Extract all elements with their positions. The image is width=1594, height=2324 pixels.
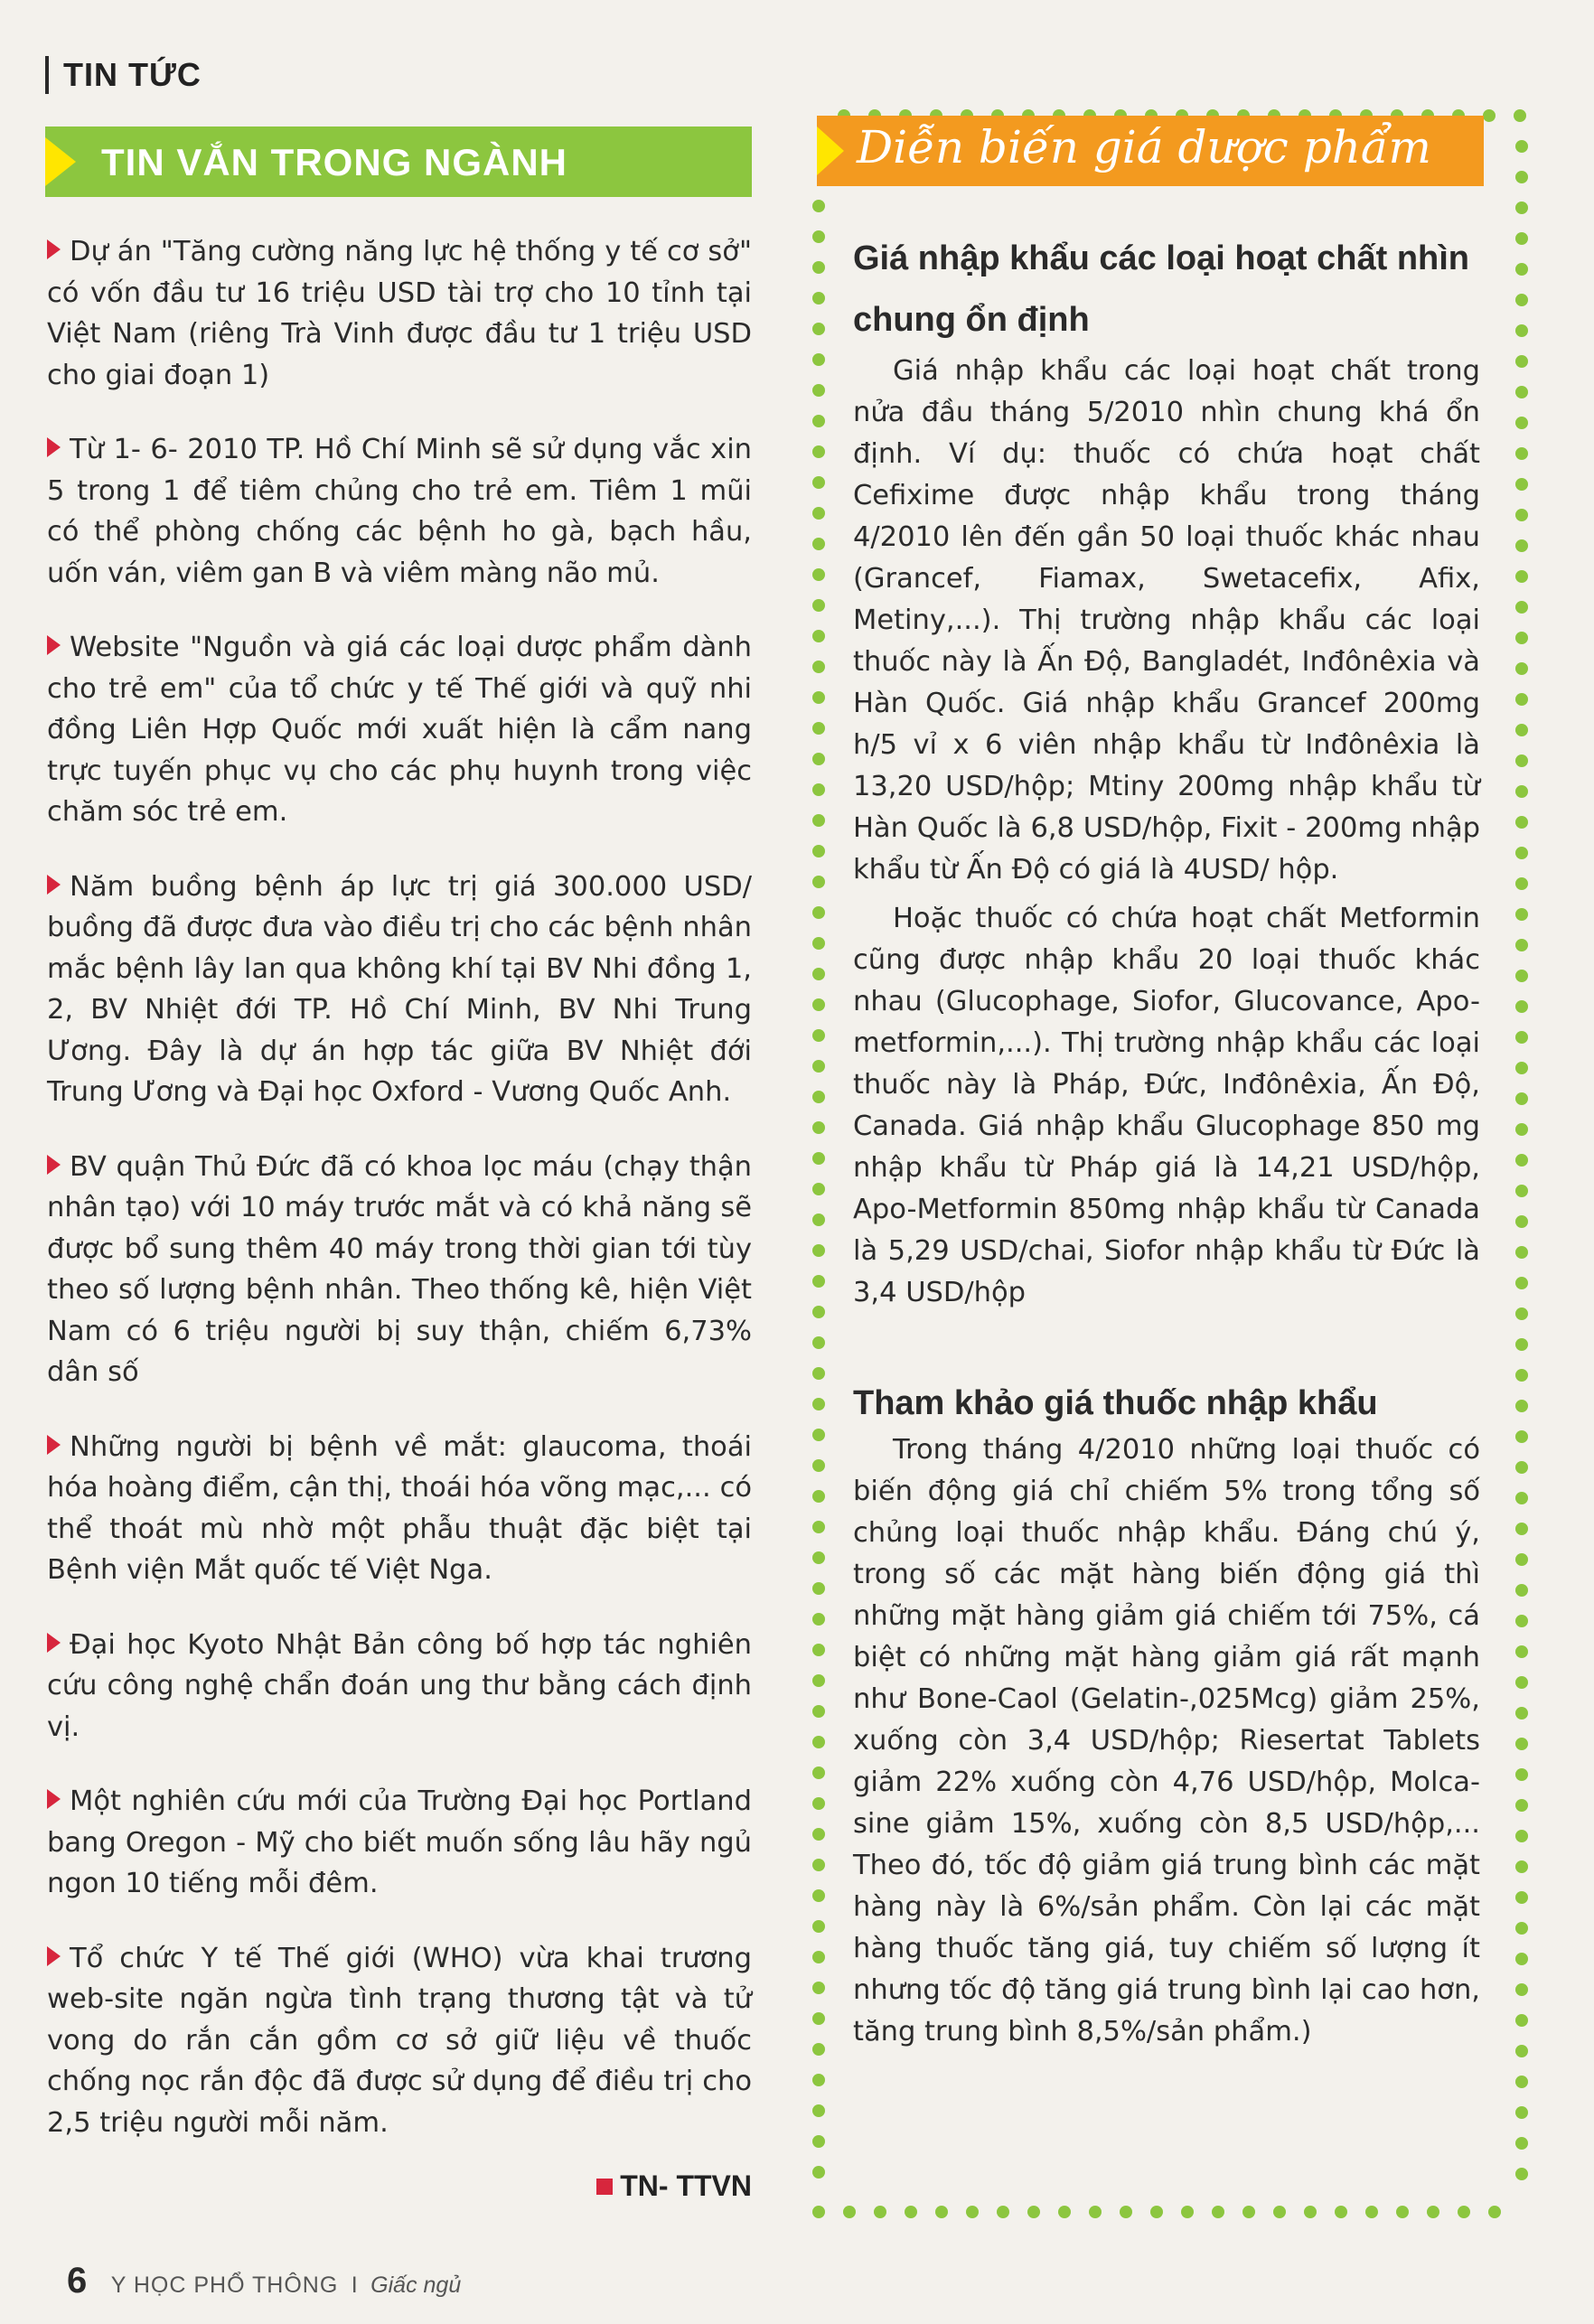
border-dot — [1515, 1307, 1528, 1320]
border-dot — [812, 1828, 825, 1841]
news-item-text: Dự án "Tăng cường năng lực hệ thống y tế cơ sở" có vốn đầu tư 16 triệu USD tài trợ cho 10 tỉnh tại Việt Nam (riêng Trà Vinh được đầu tư 1 triệu USD cho giai đoạn 1) — [47, 236, 752, 391]
page-number: 6 — [67, 2261, 88, 2301]
border-dot — [1515, 1830, 1528, 1842]
border-dot — [1515, 662, 1528, 675]
news-item-text: Những người bị bệnh về mắt: glaucoma, thoái hóa hoàng điểm, cận thị, thoái hóa võng mạc,... có thể thoát mù nhờ một phẫu thuật đặc biệt tại Bệnh viện Mắt quốc tế Việt Nga. — [47, 1430, 752, 1586]
border-dot — [812, 1244, 825, 1257]
bullet-arrow-icon — [47, 1155, 61, 1175]
border-dot — [1058, 2206, 1071, 2218]
border-dot — [812, 1859, 825, 1871]
border-dot — [812, 1121, 825, 1134]
border-dot — [812, 1336, 825, 1349]
border-dot — [1458, 2206, 1470, 2218]
news-item — [47, 429, 752, 594]
news-item — [47, 1427, 752, 1591]
border-dot — [812, 845, 825, 857]
border-dot — [812, 661, 825, 673]
border-dot — [1515, 417, 1528, 429]
border-dot — [1212, 2206, 1224, 2218]
border-dot — [1515, 1523, 1528, 1535]
border-dot — [1515, 232, 1528, 245]
border-dot — [1515, 1707, 1528, 1720]
article1-heading: Giá nhập khẩu các loại hoạt chất nhìn chung ổn định — [853, 239, 1470, 339]
border-dot — [812, 200, 825, 212]
border-dot — [1515, 908, 1528, 921]
border-dot — [1515, 140, 1528, 153]
border-dot — [1515, 201, 1528, 214]
border-dot — [935, 2206, 948, 2218]
news-item-text: Đại học Kyoto Nhật Bản công bố hợp tác nghiên cứu công nghệ chẩn đoán ung thư bằng cách định vị. — [47, 1628, 752, 1743]
border-dot — [1515, 1799, 1528, 1812]
border-dot — [1515, 1922, 1528, 1935]
bullet-arrow-icon — [47, 239, 61, 259]
border-dot — [1242, 2206, 1255, 2218]
bullet-arrow-icon — [47, 1435, 61, 1455]
border-dot — [966, 2206, 979, 2218]
border-dot — [812, 2074, 825, 2086]
border-dot — [812, 1613, 825, 1626]
border-dot — [1514, 109, 1526, 122]
border-dot — [1150, 2206, 1163, 2218]
border-dot — [1181, 2206, 1194, 2218]
border-dot — [1515, 1154, 1528, 1167]
border-dot — [812, 906, 825, 919]
border-dot — [812, 1705, 825, 1718]
border-dot — [1515, 754, 1528, 767]
news-item — [47, 1781, 752, 1905]
news-item — [47, 867, 752, 1113]
right-section-banner — [817, 116, 1484, 186]
border-dot — [812, 2206, 825, 2218]
border-dot — [812, 876, 825, 888]
border-dot — [1515, 2137, 1528, 2150]
banner-arrow-icon — [817, 127, 844, 175]
border-dot — [1515, 1983, 1528, 1996]
border-dot — [812, 1582, 825, 1595]
news-item — [47, 1147, 752, 1393]
border-dot — [1515, 478, 1528, 491]
article1-paragraph: Hoặc thuốc có chứa hoạt chất Metformin cũng được nhập khẩu 20 loại thuốc khác nhau (Glucophage, Siofor, Glucovance, Apo-metformin,...). Thị trường nhập khẩu các loại thuốc này là Pháp, Đức, Inđônêxia, Ấn Độ, Canada. Giá nhập khẩu Glucophage 850 mg nhập khẩu từ Pháp giá là 14,21 USD/hộp, Apo-Metformin 850mg nhập khẩu từ Canada là 5,29 USD/chai, Siofor nhập khẩu từ Đức là 3,4 USD/hộp — [853, 903, 1480, 1308]
border-dot — [1488, 2206, 1501, 2218]
footer-separator: I — [351, 2272, 358, 2298]
border-dot — [1515, 1400, 1528, 1412]
bullet-arrow-icon — [47, 875, 61, 895]
border-dot — [1515, 1553, 1528, 1566]
border-dot — [1515, 785, 1528, 798]
border-dot — [812, 1920, 825, 1933]
border-dot — [1515, 1615, 1528, 1627]
article2-paragraph: Trong tháng 4/2010 những loại thuốc có biến động giá chỉ chiếm 5% trong tổng số chủng loại thuốc nhập khẩu. Đáng chú ý, trong số các mặt hàng biến động giá thì những mặt hàng giảm giá chiếm tới 75%, cá biệt có những mặt hàng giảm giá rất mạnh như Bone-Caol (Gelatin-,025Mcg) giảm 25%, xuống còn 3,4 USD/hộp; Riesertat Tablets giảm 22% xuống còn 4,76 USD/hộp, Molca-sine giảm 15%, xuống còn 8,5 USD/hộp,... Theo đó, tốc độ giảm giá trung bình các mặt hàng này là 6%/sản phẩm. Còn lại các mặt hàng thuốc tăng giá, tuy chiếm số lượng ít nhưng tốc độ tăng giá trung bình lại cao hơn, tăng trung bình 8,5%/sản phẩm.) — [853, 1434, 1480, 2048]
border-dot — [1515, 1277, 1528, 1289]
border-dot — [812, 1644, 825, 1656]
border-dot — [812, 292, 825, 305]
border-dot — [1273, 2206, 1286, 2218]
news-item — [47, 231, 752, 396]
border-dot — [812, 1521, 825, 1533]
border-dot — [1515, 877, 1528, 890]
magazine-name: Y HỌC PHỔ THÔNG — [110, 2272, 339, 2298]
border-dot — [812, 814, 825, 827]
border-dot — [812, 1766, 825, 1779]
issue-topic: Giấc ngủ — [370, 2272, 462, 2298]
border-dot — [812, 476, 825, 489]
news-item — [47, 627, 752, 833]
news-item — [47, 1625, 752, 1748]
border-dot — [1515, 1584, 1528, 1597]
border-dot — [1515, 324, 1528, 337]
border-dot — [812, 538, 825, 550]
border-dot — [1515, 2106, 1528, 2119]
border-dot — [1089, 2206, 1102, 2218]
border-dot — [812, 783, 825, 796]
border-dot — [1515, 1031, 1528, 1044]
news-list — [47, 231, 752, 2202]
border-dot — [1515, 2045, 1528, 2057]
border-dot — [812, 1736, 825, 1748]
border-dot — [812, 2043, 825, 2056]
border-dot — [812, 1889, 825, 1902]
border-dot — [812, 1152, 825, 1165]
border-dot — [1515, 1676, 1528, 1689]
border-dot — [1515, 693, 1528, 706]
border-dot — [874, 2206, 886, 2218]
bullet-arrow-icon — [47, 437, 61, 457]
border-dot — [812, 261, 825, 274]
border-dot — [812, 384, 825, 397]
news-source — [596, 2169, 752, 2203]
border-dot — [812, 507, 825, 520]
border-dot — [1365, 2206, 1378, 2218]
left-banner-title: TIN VẮN TRONG NGÀNH — [101, 141, 567, 183]
border-dot — [1027, 2206, 1040, 2218]
border-dot — [997, 2206, 1009, 2218]
border-dot — [1515, 263, 1528, 276]
border-dot — [812, 1982, 825, 1994]
border-dot — [812, 1091, 825, 1103]
border-dot — [812, 1029, 825, 1042]
border-dot — [812, 2166, 825, 2179]
border-dot — [812, 998, 825, 1011]
border-dot — [812, 1060, 825, 1073]
section-label: TIN TỨC — [45, 56, 202, 94]
border-dot — [1515, 1492, 1528, 1504]
border-dot — [1515, 1338, 1528, 1351]
border-dot — [1515, 1430, 1528, 1443]
bullet-arrow-icon — [47, 1789, 61, 1809]
border-dot — [812, 968, 825, 980]
banner-arrow-icon — [45, 137, 76, 186]
border-dot — [812, 753, 825, 765]
border-dot — [812, 1367, 825, 1380]
border-dot — [1304, 2206, 1317, 2218]
border-dot — [812, 1551, 825, 1564]
border-dot — [1515, 1000, 1528, 1013]
border-dot — [1515, 1215, 1528, 1228]
border-dot — [1120, 2206, 1132, 2218]
border-dot — [1396, 2206, 1409, 2218]
border-dot — [1515, 1768, 1528, 1781]
border-dot — [812, 937, 825, 950]
border-dot — [1515, 1369, 1528, 1382]
border-dot — [905, 2206, 917, 2218]
border-dot — [1515, 632, 1528, 644]
page-footer — [67, 2261, 461, 2301]
border-dot — [812, 1398, 825, 1410]
border-dot — [812, 230, 825, 243]
source-square-icon — [596, 2179, 613, 2195]
border-dot — [1515, 1953, 1528, 1965]
border-dot — [1515, 2076, 1528, 2088]
border-dot — [1515, 294, 1528, 306]
border-dot — [1515, 1123, 1528, 1136]
border-dot — [1515, 447, 1528, 460]
article1-paragraph: Giá nhập khẩu các loại hoạt chất trong nửa đầu tháng 5/2010 nhìn chung khá ổn định. Ví dụ: thuốc có chứa hoạt chất Cefixime được nhập khẩu trong tháng 4/2010 lên đến gần 50 loại thuốc khác nhau (Grancef, Fiamax, Swetacefix, Afix, Metiny,...). Thị trường nhập khẩu các loại thuốc này là Ấn Độ, Bangladét, Inđônêxia và Hàn Quốc. Giá nhập khẩu Grancef 200mg h/5 vỉ x 6 viên nhập khẩu từ Inđônêxia là 13,20 USD/hộp; Mtiny 200mg nhập khẩu từ Hàn Quốc là 6,8 USD/hộp, Fixit - 200mg nhập khẩu từ Ấn Độ có giá là 4USD/ hộp. — [853, 355, 1480, 886]
border-dot — [812, 1951, 825, 1963]
border-dot — [1335, 2206, 1347, 2218]
border-dot — [1515, 1092, 1528, 1105]
news-item-text: BV quận Thủ Đức đã có khoa lọc máu (chạy thận nhân tạo) với 10 máy trước mắt và có khả năng sẽ được bổ sung thêm 40 máy trong thời gian tới tùy theo số lượng bệnh nhân. Theo thống kê, hiện Việt Nam có 6 triệu người bị suy thận, chiếm 6,73% dân số — [47, 1150, 752, 1388]
news-item-text: Website "Nguồn và giá các loại dược phẩm dành cho trẻ em" của tổ chức y tế Thế giới và quỹ nhi đồng Liên Hợp Quốc mới xuất hiện là cẩm nang trực tuyến phục vụ cho các phụ huynh trong việc chăm sóc trẻ em. — [47, 632, 752, 828]
border-dot — [812, 445, 825, 458]
left-section-banner — [45, 127, 752, 197]
border-dot — [1515, 601, 1528, 614]
border-dot — [812, 1797, 825, 1810]
border-dot — [1515, 1461, 1528, 1474]
border-dot — [1515, 970, 1528, 982]
border-dot — [1515, 355, 1528, 368]
border-dot — [1515, 1062, 1528, 1074]
news-item — [47, 1938, 752, 2144]
border-dot — [1515, 1645, 1528, 1658]
border-dot — [812, 691, 825, 704]
border-dot — [812, 1459, 825, 1472]
border-dot — [1515, 570, 1528, 583]
bullet-arrow-icon — [47, 1633, 61, 1653]
border-dot — [1515, 539, 1528, 552]
border-dot — [1515, 724, 1528, 736]
border-dot — [843, 2206, 856, 2218]
border-dot — [1483, 109, 1496, 122]
source-text: TN- TTVN — [620, 2169, 752, 2202]
article2-heading: Tham khảo giá thuốc nhập khẩu — [853, 1384, 1378, 1422]
border-dot — [1515, 1738, 1528, 1750]
price-articles — [853, 228, 1480, 2060]
border-dot — [812, 1306, 825, 1318]
border-dot — [812, 1429, 825, 1441]
border-dot — [1515, 509, 1528, 521]
right-banner-title: Diễn biến giá dược phẩm — [857, 121, 1431, 173]
border-dot — [1515, 2168, 1528, 2180]
border-dot — [812, 1490, 825, 1503]
news-item-text: Một nghiên cứu mới của Trường Đại học Portland bang Oregon - Mỹ cho biết muốn sống lâu hãy ngủ ngon 10 tiếng mỗi đêm. — [47, 1785, 752, 1899]
border-dot — [812, 1183, 825, 1195]
border-dot — [1515, 939, 1528, 951]
border-dot — [812, 2104, 825, 2117]
border-dot — [812, 568, 825, 581]
border-dot — [1515, 816, 1528, 829]
border-dot — [812, 1674, 825, 1687]
border-dot — [812, 1214, 825, 1226]
border-dot — [812, 415, 825, 427]
border-dot — [812, 630, 825, 642]
border-dot — [812, 599, 825, 612]
border-dot — [1515, 1246, 1528, 1259]
border-dot — [812, 2012, 825, 2025]
news-item-text: Năm buồng bệnh áp lực trị giá 300.000 USD/ buồng đã được đưa vào điều trị cho các bệnh nhân mắc bệnh lây lan qua không khí tại BV Nhi đồng 1, 2, BV Nhiệt đới TP. Hồ Chí Minh, BV Nhi Trung Ương. Đây là dự án hợp tác giữa BV Nhiệt đới Trung Ương và Đại học Oxford - Vương Quốc Anh. — [47, 870, 752, 1108]
border-dot — [812, 1275, 825, 1288]
border-dot — [1515, 386, 1528, 398]
border-dot — [1515, 171, 1528, 183]
border-dot — [812, 722, 825, 735]
border-dot — [1515, 2014, 1528, 2027]
bullet-arrow-icon — [47, 1946, 61, 1966]
border-dot — [812, 353, 825, 366]
border-dot — [1515, 1185, 1528, 1197]
bullet-arrow-icon — [47, 635, 61, 655]
border-dot — [812, 323, 825, 335]
border-dot — [812, 2135, 825, 2148]
news-item-text: Từ 1- 6- 2010 TP. Hồ Chí Minh sẽ sử dụng vắc xin 5 trong 1 để tiêm chủng cho trẻ em. Tiêm 1 mũi có thể phòng chống các bệnh ho gà, bạch hầu, uốn ván, viêm gan B và viêm màng não mủ. — [47, 434, 752, 589]
news-item-text: Tổ chức Y tế Thế giới (WHO) vừa khai trương web-site ngăn ngừa tình trạng thương tật và tử vong do rắn cắn gồm cơ sở giữ liệu về thuốc chống nọc rắn độc đã được sử dụng để điều trị cho 2,5 triệu người mỗi năm. — [47, 1942, 752, 2139]
border-dot — [1427, 2206, 1439, 2218]
border-dot — [1515, 847, 1528, 859]
border-dot — [1515, 1860, 1528, 1873]
border-dot — [1515, 1891, 1528, 1904]
